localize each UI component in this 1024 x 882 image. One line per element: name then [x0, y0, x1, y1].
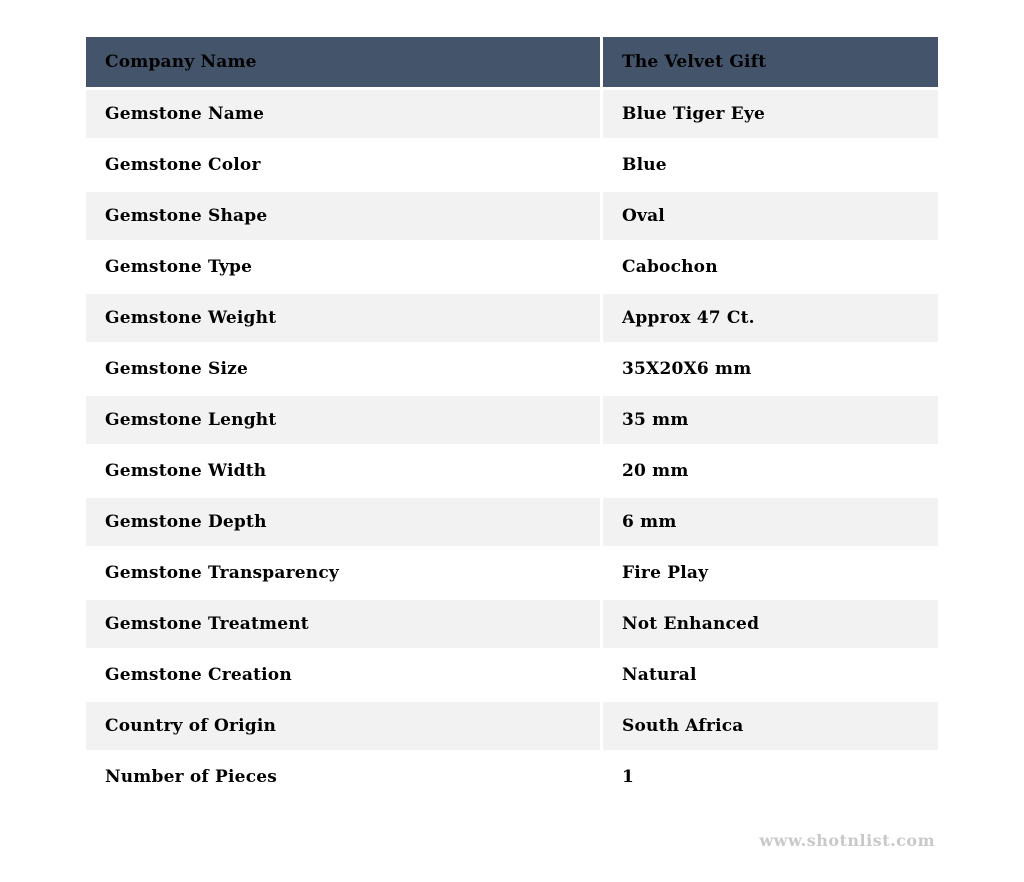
spec-label-cell: Gemstone Transparency	[86, 549, 600, 597]
table-row	[86, 651, 938, 699]
spec-value-cell: Not Enhanced	[603, 600, 938, 648]
spec-label-cell: Gemstone Shape	[86, 192, 600, 240]
spec-label-cell: Number of Pieces	[86, 753, 600, 801]
company-name-header-cell: Company Name	[86, 37, 600, 87]
spec-label-cell: Gemstone Treatment	[86, 600, 600, 648]
spec-table-body	[86, 90, 938, 801]
table-row	[86, 753, 938, 801]
spec-value-cell: Approx 47 Ct.	[603, 294, 938, 342]
table-row	[86, 192, 938, 240]
spec-label-cell: Country of Origin	[86, 702, 600, 750]
spec-value-cell: 6 mm	[603, 498, 938, 546]
spec-table-head	[86, 37, 938, 87]
spec-label-cell: Gemstone Depth	[86, 498, 600, 546]
spec-label-cell: Gemstone Lenght	[86, 396, 600, 444]
spec-value-cell: 35 mm	[603, 396, 938, 444]
spec-label-cell: Gemstone Width	[86, 447, 600, 495]
table-row	[86, 345, 938, 393]
spec-label-cell: Gemstone Creation	[86, 651, 600, 699]
spec-value-cell: 1	[603, 753, 938, 801]
spec-value-cell: Blue	[603, 141, 938, 189]
table-row	[86, 141, 938, 189]
company-value-header-cell: The Velvet Gift	[603, 37, 938, 87]
spec-value-cell: 20 mm	[603, 447, 938, 495]
table-row	[86, 243, 938, 291]
table-row	[86, 294, 938, 342]
spec-label-cell: Gemstone Weight	[86, 294, 600, 342]
spec-value-cell: Cabochon	[603, 243, 938, 291]
spec-value-cell: Natural	[603, 651, 938, 699]
spec-value-cell: Fire Play	[603, 549, 938, 597]
spec-value-cell: Blue Tiger Eye	[603, 90, 938, 138]
header-row	[86, 37, 938, 87]
table-row	[86, 498, 938, 546]
table-row	[86, 447, 938, 495]
watermark-text: www.shotnlist.com	[759, 831, 935, 850]
table-row	[86, 396, 938, 444]
spec-label-cell: Gemstone Color	[86, 141, 600, 189]
spec-value-cell: South Africa	[603, 702, 938, 750]
spec-value-cell: 35X20X6 mm	[603, 345, 938, 393]
spec-value-cell: Oval	[603, 192, 938, 240]
spec-label-cell: Gemstone Size	[86, 345, 600, 393]
spec-label-cell: Gemstone Type	[86, 243, 600, 291]
spec-label-cell: Gemstone Name	[86, 90, 600, 138]
table-row	[86, 600, 938, 648]
table-row	[86, 702, 938, 750]
gemstone-spec-table	[83, 34, 941, 804]
table-row	[86, 549, 938, 597]
table-row	[86, 90, 938, 138]
